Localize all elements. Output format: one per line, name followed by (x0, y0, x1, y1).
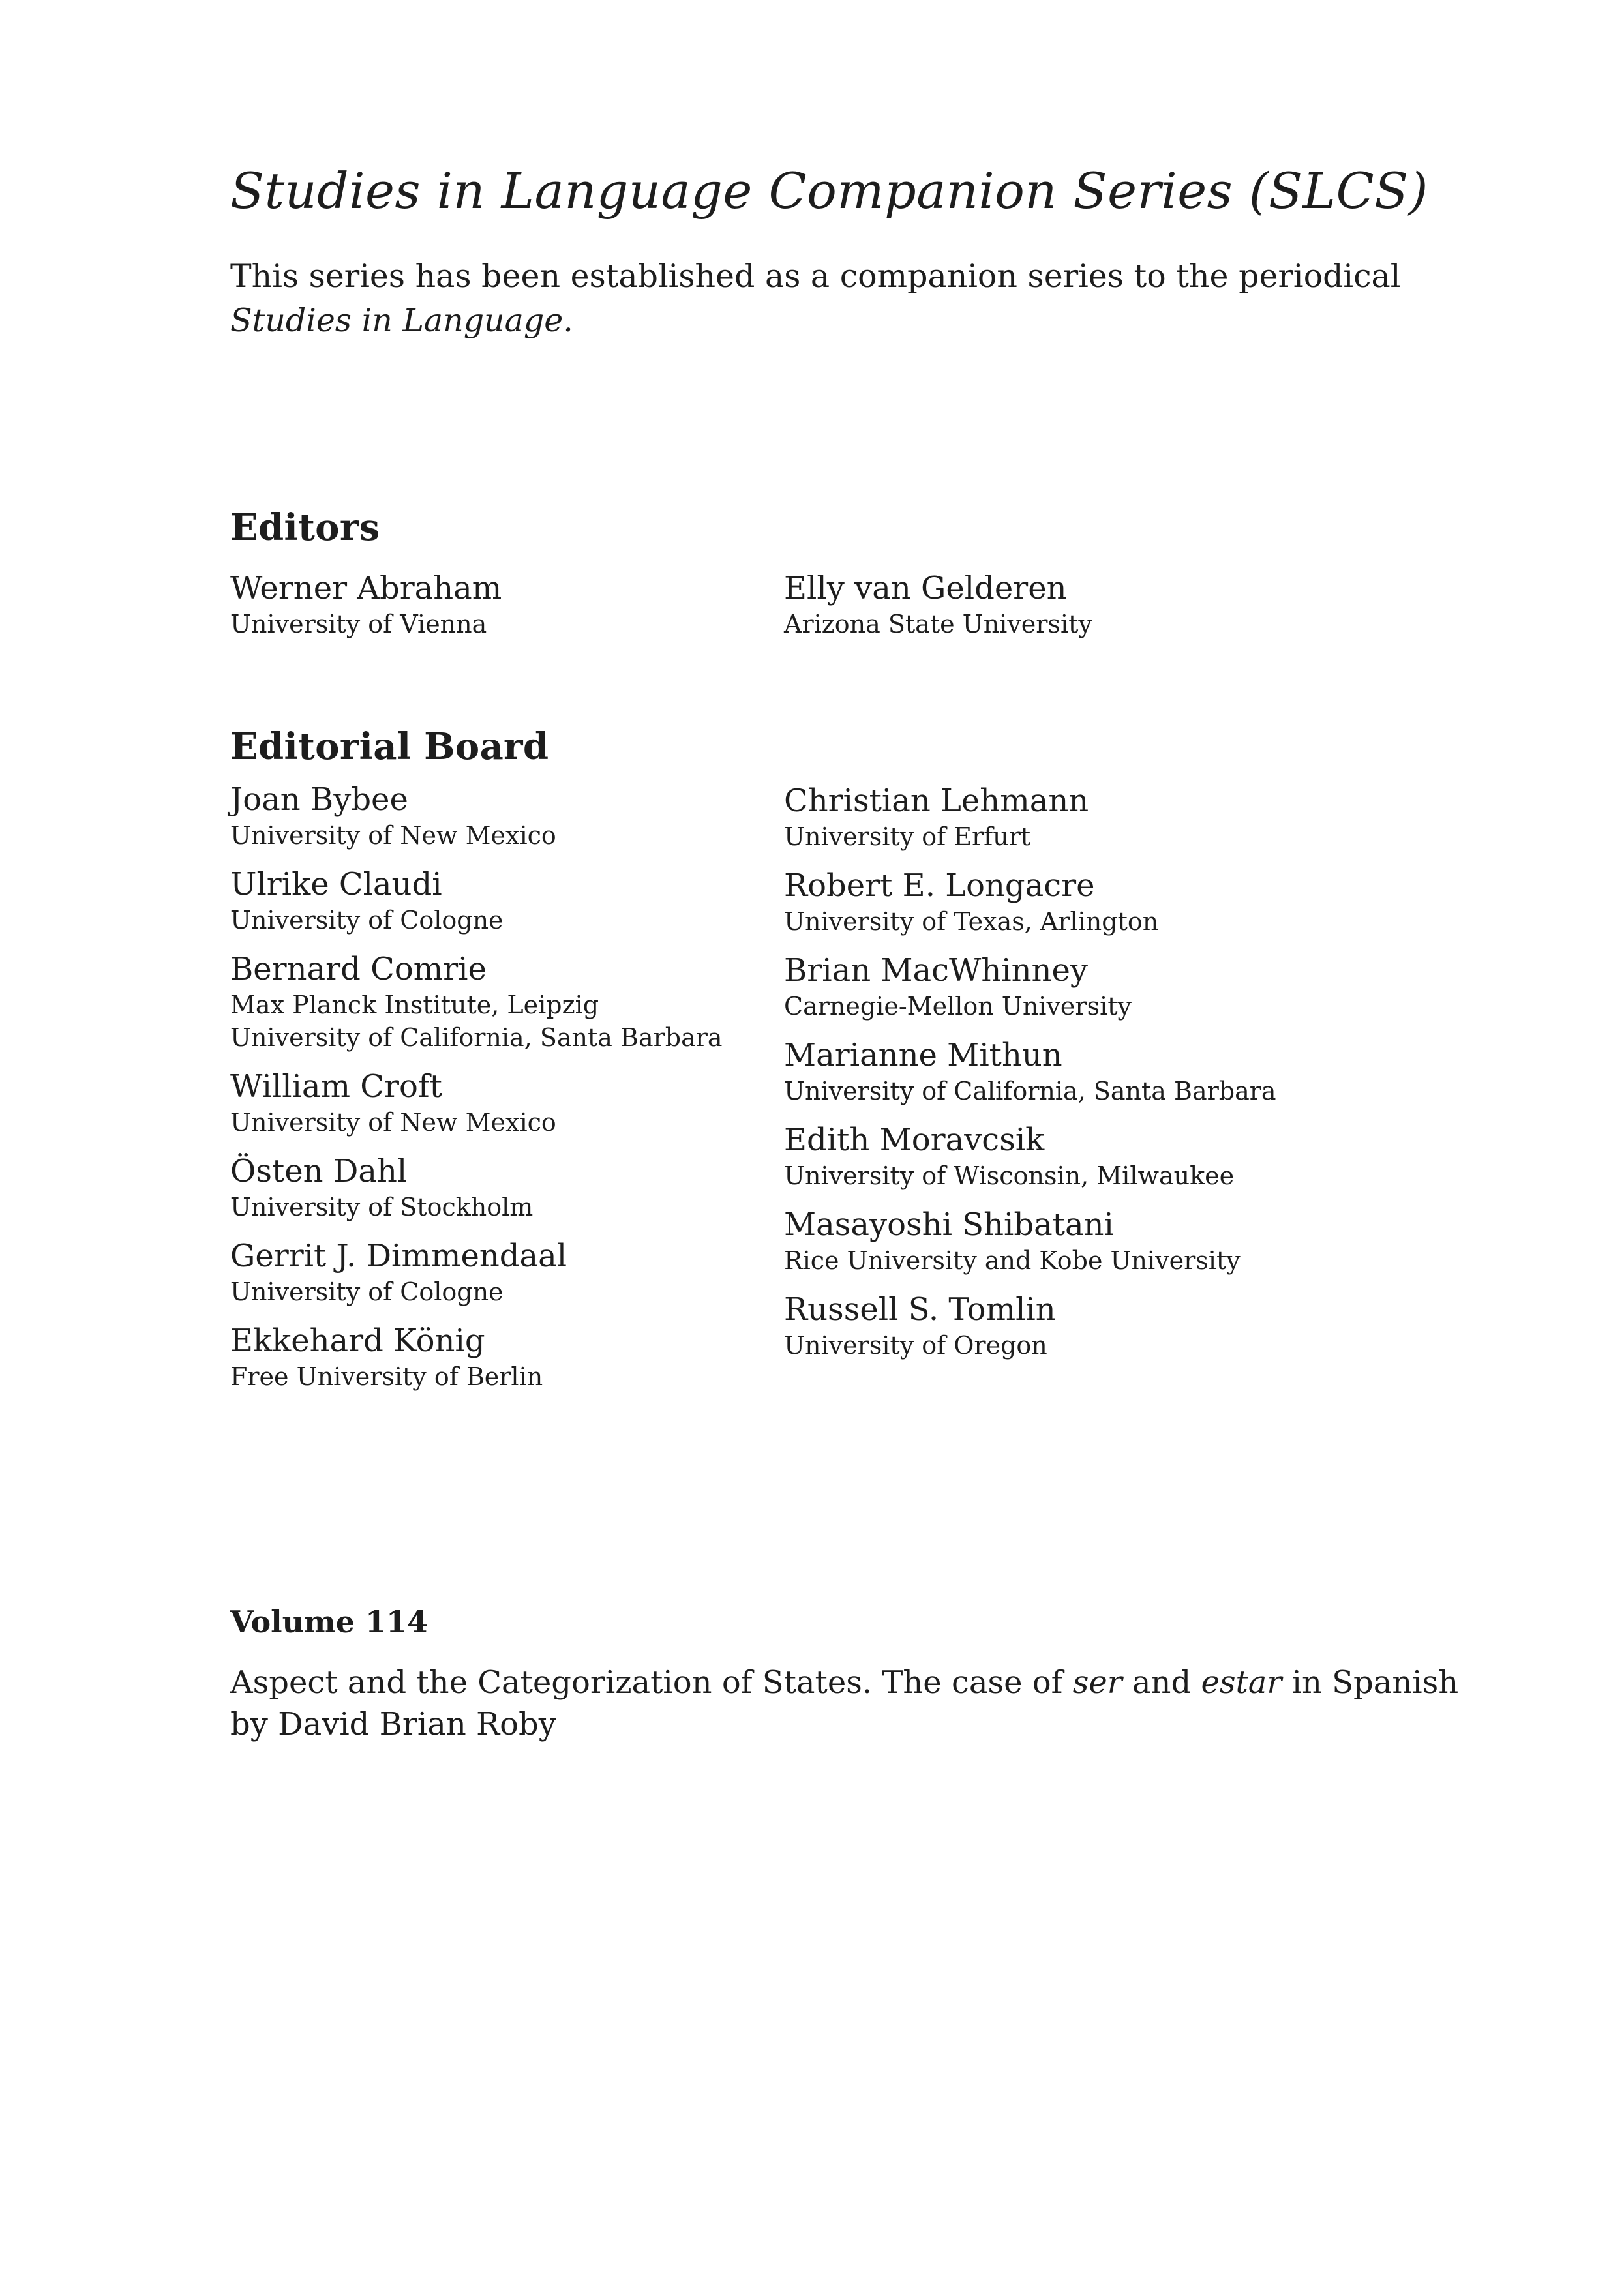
board-member (230, 1236, 567, 1308)
board-member (784, 1205, 1241, 1277)
board-member-name: Brian MacWhinney (784, 952, 1088, 989)
editors-heading: Editors (230, 506, 380, 549)
series-intro (230, 254, 1400, 343)
board-member-affiliation: University of California, Santa Barbara (784, 1077, 1276, 1105)
volume-author-line: by David Brian Roby (230, 1706, 556, 1743)
title-ser: ser (1072, 1664, 1122, 1701)
board-member (784, 1290, 1056, 1362)
board-member-name: Robert E. Longacre (784, 867, 1095, 904)
volume-label: Volume 114 (230, 1604, 429, 1639)
board-member-name: Östen Dahl (230, 1153, 408, 1189)
board-member (784, 1120, 1234, 1192)
board-member-name: Russell S. Tomlin (784, 1291, 1056, 1328)
board-member (784, 866, 1158, 938)
board-member-name: William Croft (230, 1068, 442, 1105)
board-member (230, 780, 556, 852)
board-member-affiliation: Rice University and Kobe University (784, 1246, 1241, 1275)
board-member-affiliation: University of California, Santa Barbara (230, 1023, 723, 1052)
periodical-title: Studies in Language (230, 302, 564, 339)
board-member-name: Masayoshi Shibatani (784, 1206, 1114, 1243)
editor-affiliation: University of Vienna (230, 610, 487, 638)
title-part: and (1122, 1664, 1201, 1701)
title-part: in Spanish (1282, 1664, 1459, 1701)
board-member (784, 1036, 1276, 1107)
title-part: Aspect and the Categorization of States. The case of (230, 1664, 1073, 1701)
board-member-affiliation: University of Stockholm (230, 1193, 534, 1221)
board-member-affiliation: University of Cologne (230, 1278, 504, 1306)
volume-title-line (230, 1662, 1458, 1703)
editor-name: Elly van Gelderen (784, 570, 1067, 606)
editorial-board-heading: Editorial Board (230, 725, 549, 768)
intro-period: . (563, 302, 573, 339)
board-member (230, 1152, 533, 1223)
title-estar: estar (1201, 1664, 1282, 1701)
board-member-affiliation: Carnegie-Mellon University (784, 992, 1132, 1021)
board-member-affiliation: University of New Mexico (230, 821, 556, 850)
board-member-affiliation: Free University of Berlin (230, 1362, 543, 1391)
intro-periodical-line (230, 299, 1400, 343)
board-member-affiliation: University of Wisconsin, Milwaukee (784, 1161, 1235, 1190)
board-member (784, 951, 1132, 1023)
board-member (784, 781, 1089, 853)
editor-name: Werner Abraham (230, 570, 502, 606)
board-member-name: Marianne Mithun (784, 1037, 1062, 1073)
board-member (230, 865, 504, 936)
board-member-name: Bernard Comrie (230, 951, 487, 987)
board-member-affiliation: University of New Mexico (230, 1108, 556, 1137)
board-member-name: Joan Bybee (230, 781, 408, 818)
board-member (230, 950, 723, 1054)
board-member (230, 1321, 543, 1393)
series-title: Studies in Language Companion Series (SLCS) (230, 162, 1428, 220)
board-member-name: Gerrit J. Dimmendaal (230, 1238, 567, 1274)
board-member-name: Ekkehard König (230, 1323, 485, 1359)
editor-affiliation: Arizona State University (784, 610, 1092, 638)
board-member-affiliation: University of Erfurt (784, 822, 1031, 851)
board-member-name: Edith Moravcsik (784, 1122, 1045, 1158)
board-member-affiliation: Max Planck Institute, Leipzig (230, 991, 599, 1019)
board-member-affiliation: University of Texas, Arlington (784, 907, 1159, 936)
intro-line: This series has been established as a companion series to the periodical (230, 258, 1401, 295)
board-member-affiliation: University of Oregon (784, 1331, 1047, 1360)
board-member-name: Christian Lehmann (784, 783, 1089, 819)
editor-entry (230, 569, 502, 640)
volume-title (230, 1662, 1458, 1745)
editor-entry (784, 569, 1092, 640)
board-member-affiliation: University of Cologne (230, 906, 504, 935)
board-member (230, 1067, 556, 1139)
board-member-name: Ulrike Claudi (230, 866, 442, 903)
